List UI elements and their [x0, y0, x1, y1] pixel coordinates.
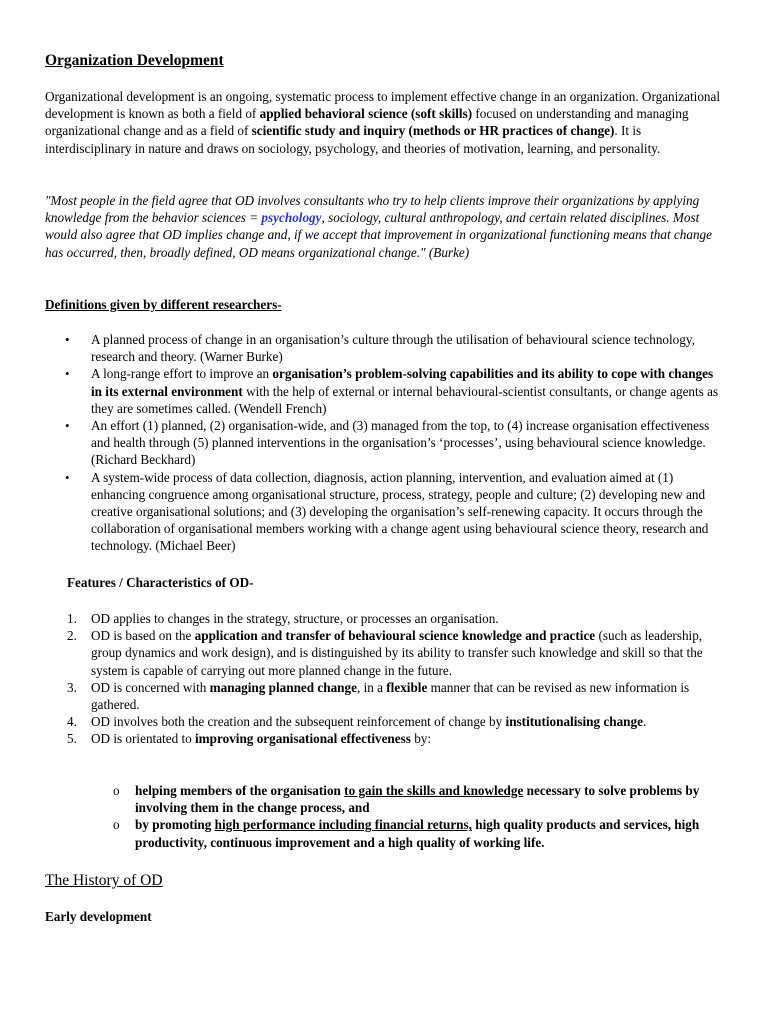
feature-text: OD is concerned with: [91, 679, 210, 695]
feature-item: [45, 713, 723, 730]
feature-bold: improving organisational effectiveness: [195, 731, 411, 747]
definition-text: with the help of external or internal behavioural-scientist consultants, or change agents as they are sometimes called. (Wendell French): [91, 383, 719, 416]
history-heading: The History of OD: [45, 872, 163, 889]
bullet-icon: •: [65, 366, 70, 382]
feature-number: 3.: [67, 679, 77, 695]
sub-text: by promoting: [135, 817, 215, 833]
feature-number: 2.: [67, 628, 77, 644]
intro-bold-1: applied behavioral science (soft skills): [259, 106, 473, 122]
sub-underlined: to gain the skills and knowledge: [344, 783, 524, 798]
intro-paragraph: [45, 88, 723, 157]
feature-text: OD is based on the: [91, 628, 195, 644]
burke-quote: [45, 192, 723, 261]
feature-text: OD applies to changes in the strategy, structure, or processes an organisation.: [91, 611, 499, 626]
definition-item: [45, 469, 723, 555]
feature-bold: flexible: [386, 679, 428, 695]
page-title: Organization Development: [45, 52, 224, 69]
circle-bullet-icon: o: [113, 783, 120, 798]
sub-text: helping members of the organisation: [135, 783, 345, 798]
feature-text: (such as leadership, group dynamics and work design), and is distinguished by its ability to transfer such knowledge and skill so that the system is capable of carrying out more planned change in the future.: [91, 628, 703, 678]
feature-bold: managing planned change: [209, 679, 357, 695]
feature-bold: application and transfer of behavioural science knowledge and practice: [194, 628, 596, 644]
bullet-icon: •: [65, 418, 70, 434]
effectiveness-sublist: [45, 782, 723, 851]
definition-text: An effort (1) planned, (2) organisation-wide, and (3) managed from the top, to (4) increase organisation effectiveness and health through (5) planned interventions in the organisation’s ‘processes’, using behavioural science knowledge. (Richard Beckhard): [91, 418, 710, 468]
sub-text: necessary to solve problems by involving them in the change process, and: [135, 783, 700, 816]
feature-number: 5.: [67, 731, 77, 747]
sub-item: [45, 782, 723, 816]
sub-underlined: high performance including financial returns,: [214, 817, 472, 833]
circle-bullet-icon: o: [113, 817, 120, 833]
feature-number: 4.: [67, 714, 77, 730]
definition-item: [45, 365, 723, 417]
definition-item: [45, 417, 723, 469]
feature-text: , in a: [356, 679, 387, 695]
definitions-heading: Definitions given by different researchers-: [45, 297, 282, 312]
feature-item: [45, 610, 723, 627]
feature-text: .: [642, 714, 647, 730]
intro-text-2: focused on understanding and managing organizational change and as a field of: [45, 106, 689, 139]
definition-item: [45, 331, 723, 365]
definition-text: A long-range effort to improve an: [91, 366, 273, 382]
feature-item: [45, 730, 723, 747]
sub-item: [45, 816, 723, 850]
bullet-icon: •: [65, 469, 70, 485]
feature-number: 1.: [67, 611, 77, 626]
features-heading: Features / Characteristics of OD-: [67, 575, 254, 590]
sub-text: high quality products and services, high productivity, continuous improvement and a high quality of working life.: [135, 817, 700, 850]
quote-text-2: , sociology, cultural anthropology, and certain related disciplines. Most would also agree that OD implies change and, if we accept that improvement in organizational functioning means that change has occurred, then, broadly defined, OD means organizational change." (Burke): [45, 210, 712, 260]
definition-bold: organisation’s problem-solving capabilities and its ability to cope with changes in its external environment: [91, 366, 714, 399]
quote-text-1: "Most people in the field agree that OD involves consultants who try to help clients improve their organizations by applying knowledge from the behavior sciences =: [45, 193, 700, 226]
feature-item: [45, 627, 723, 679]
intro-text-3: . It is interdisciplinary in nature and draws on sociology, psychology, and theories of motivation, learning, and personality.: [45, 123, 661, 156]
features-list: [45, 610, 723, 748]
feature-item: [45, 679, 723, 713]
definitions-list: [45, 331, 723, 555]
feature-bold: institutionalising change: [505, 714, 643, 730]
feature-text: OD is orientated to: [91, 731, 196, 747]
feature-text: by:: [410, 731, 432, 747]
psychology-link[interactable]: psychology: [261, 210, 322, 226]
feature-text: OD involves both the creation and the subsequent reinforcement of change by: [91, 714, 506, 730]
feature-text: manner that can be revised as new information is gathered.: [91, 679, 690, 713]
definition-text: A system-wide process of data collection, diagnosis, action planning, intervention, and evaluation aimed at (1) enhancing congruence among organisational structure, process, strategy, people and culture; (2) developing new and creative organisational solutions; and (3) developing the organisation’s self-renewing capacity. It occurs through the collaboration of organisational members working with a change agent using behavioural science theory, research and technology. (Michael Beer): [91, 469, 709, 554]
intro-bold-2: scientific study and inquiry (methods or HR practices of change): [251, 123, 615, 139]
early-development-heading: Early development: [45, 909, 152, 924]
bullet-icon: •: [65, 332, 70, 347]
definition-text: A planned process of change in an organisation’s culture through the utilisation of behavioural science technology, research and theory. (Warner Burke): [91, 332, 695, 365]
intro-text-1: Organizational development is an ongoing, systematic process to implement effective change in an organization. Organizational development is known as both a field of: [45, 89, 721, 122]
